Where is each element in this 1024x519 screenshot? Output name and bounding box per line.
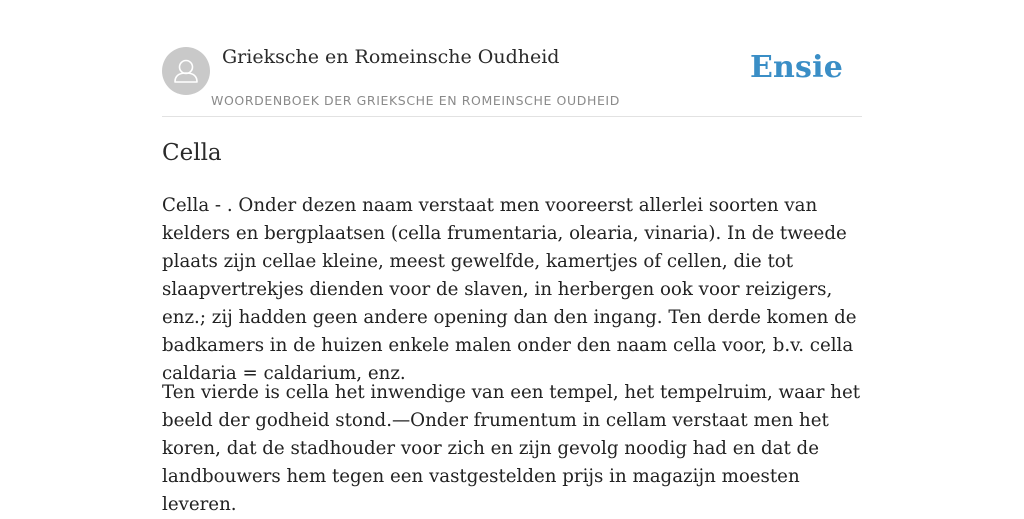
- user-avatar-icon: [162, 47, 210, 95]
- entry-paragraph-1: Cella - . Onder dezen naam verstaat men vooreerst allerlei soorten van kelders en bergplaatsen (cella frumentaria, olearia, vinaria). In de tweede plaats zijn cellae kleine, meest gewelfde, kamertjes of cellen, die tot slaapvertrekjes dienden voor de slaven, in herbergen ook voor reizigers, enz.; zij hadden geen andere opening dan den ingang. Ten derde komen de badkamers in de huizen enkele malen onder den naam cella voor, b.v. cella caldaria = caldarium, enz.: [162, 195, 857, 384]
- entry-paragraph-2: Ten vierde is cella het inwendige van een tempel, het tempelruim, waar het beeld der godheid stond.—Onder frumentum in cellam verstaat men het koren, dat de stadhouder voor zich en zijn gevolg noodig had en dat de landbouwers hem tegen een vastgestelden prijs in magazijn moesten leveren.: [162, 382, 861, 515]
- avatar[interactable]: [162, 47, 210, 95]
- entry-title: Cella: [162, 140, 222, 166]
- page-container: [162, 0, 862, 515]
- header: [162, 0, 862, 117]
- brand-logo-link[interactable]: Ensie: [749, 50, 843, 85]
- book-title[interactable]: Grieksche en Romeinsche Oudheid: [222, 46, 560, 68]
- book-subtitle: WOORDENBOEK DER GRIEKSCHE EN ROMEINSCHE OUDHEID: [211, 93, 620, 108]
